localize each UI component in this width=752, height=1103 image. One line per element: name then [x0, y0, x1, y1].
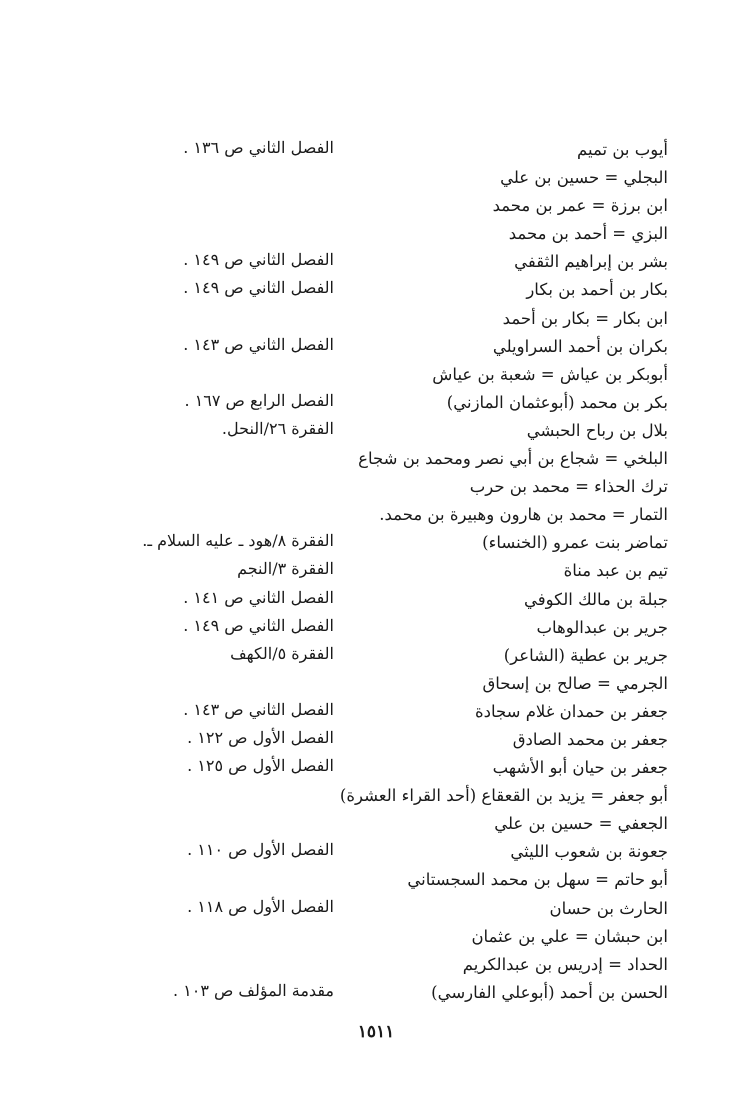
entry-name: جرير بن عطية (الشاعر)	[503, 645, 668, 665]
entry-name: تماضر بنت عمرو (الخنساء)	[482, 533, 668, 553]
entry-reference: الفقرة ٨/هود ـ عليه السلام ـ.	[142, 531, 334, 551]
entry-name: بشر بن إبراهيم الثقفي	[514, 252, 668, 272]
entry-reference: الفصل الأول ص ١١٠ .	[187, 840, 334, 860]
entry-reference: الفقرة ٣/النجم	[237, 559, 334, 579]
index-entry	[0, 838, 752, 866]
entry-name: ابن برزة = عمر بن محمد	[492, 196, 668, 216]
entry-name: جعفر بن حيان أبو الأشهب	[492, 758, 668, 778]
entry-name: أبوبكر بن عياش = شعبة بن عياش	[432, 364, 668, 384]
entry-name: الحداد = إدريس بن عبدالكريم	[462, 954, 668, 974]
index-entry	[0, 754, 752, 782]
index-entry	[0, 670, 752, 698]
index-entry	[0, 923, 752, 951]
entry-name: بكار بن أحمد بن بكار	[526, 280, 668, 300]
index-entry	[0, 445, 752, 473]
entry-name: أيوب بن تميم	[577, 140, 668, 159]
index-entry	[0, 951, 752, 979]
index-entry	[0, 361, 752, 389]
index-entry	[0, 305, 752, 333]
entry-reference: الفصل الثاني ص ١٤٩ .	[183, 250, 334, 270]
index-entry	[0, 276, 752, 304]
entry-name: الجعفي = حسين بن علي	[494, 814, 668, 834]
entry-name: جرير بن عبدالوهاب	[536, 617, 668, 637]
entry-reference: الفقرة ٥/الكهف	[230, 643, 334, 663]
entry-reference: الفصل الأول ص ١٢٥ .	[187, 756, 334, 776]
index-entry	[0, 192, 752, 220]
entry-reference: الفصل الرابع ص ١٦٧ .	[184, 390, 334, 410]
index-entry	[0, 866, 752, 894]
index-entry	[0, 389, 752, 417]
entry-name: جعفر بن حمدان غلام سجادة	[474, 701, 668, 721]
entry-name: البجلي = حسين بن علي	[500, 168, 668, 188]
entry-reference: الفصل الأول ص ١٢٢ .	[187, 727, 334, 747]
index-entry	[0, 529, 752, 557]
entry-name: ترك الحذاء = محمد بن حرب	[469, 477, 668, 497]
index-entry	[0, 164, 752, 192]
entry-name: التمار = محمد بن هارون وهبيرة بن محمد.	[379, 505, 668, 525]
name-index-list	[0, 136, 752, 1007]
entry-name: أبو حاتم = سهل بن محمد السجستاني	[407, 870, 668, 890]
entry-name: بلال بن رباح الحبشي	[526, 420, 668, 440]
entry-name: جعفر بن محمد الصادق	[512, 729, 668, 749]
entry-name: جعونة بن شعوب الليثي	[510, 842, 668, 862]
entry-reference: الفصل الثاني ص ١٤١ .	[183, 587, 334, 607]
entry-name: جبلة بن مالك الكوفي	[523, 589, 668, 609]
entry-reference: الفقرة ٢٦/النحل.	[221, 418, 334, 438]
entry-name: بكران بن أحمد السراويلي	[492, 336, 668, 356]
entry-name: الحارث بن حسان	[549, 898, 668, 918]
index-entry	[0, 220, 752, 248]
entry-name: الحسن بن أحمد (أبوعلي الفارسي)	[431, 982, 668, 1002]
entry-reference: مقدمة المؤلف ص ١٠٣ .	[172, 980, 334, 1000]
index-entry	[0, 614, 752, 642]
index-entry	[0, 501, 752, 529]
index-entry	[0, 726, 752, 754]
entry-reference: الفصل الثاني ص ١٤٣ .	[183, 334, 334, 354]
index-entry	[0, 248, 752, 276]
entry-reference: الفصل الثاني ص ١٤٩ .	[183, 615, 334, 635]
entry-reference: الفصل الثاني ص ١٤٩ .	[183, 278, 334, 298]
index-entry	[0, 417, 752, 445]
index-entry	[0, 782, 752, 810]
entry-name: تيم بن عبد مناة	[563, 561, 668, 581]
entry-name: ابن بكار = بكار بن أحمد	[502, 308, 668, 328]
index-entry	[0, 557, 752, 585]
entry-name: أبو جعفر = يزيد بن القعقاع (أحد القراء العشرة)	[339, 786, 668, 806]
entry-name: ابن حبشان = علي بن عثمان	[471, 926, 668, 946]
entry-name: بكر بن محمد (أبوعثمان المازني)	[446, 392, 668, 412]
index-entry	[0, 586, 752, 614]
index-entry	[0, 810, 752, 838]
index-entry	[0, 136, 752, 164]
entry-reference: الفصل الأول ص ١١٨ .	[187, 896, 334, 916]
index-entry	[0, 979, 752, 1007]
page-number: ١٥١١	[357, 1022, 395, 1042]
index-entry	[0, 895, 752, 923]
index-entry	[0, 642, 752, 670]
entry-reference: الفصل الثاني ص ١٤٣ .	[183, 699, 334, 719]
entry-name: البلخي = شجاع بن أبي نصر ومحمد بن شجاع	[358, 449, 668, 469]
entry-name: البزي = أحمد بن محمد	[508, 224, 668, 244]
entry-reference: الفصل الثاني ص ١٣٦ .	[183, 138, 334, 157]
entry-name: الجرمي = صالح بن إسحاق	[482, 673, 668, 693]
index-entry	[0, 473, 752, 501]
index-entry	[0, 698, 752, 726]
index-entry	[0, 333, 752, 361]
